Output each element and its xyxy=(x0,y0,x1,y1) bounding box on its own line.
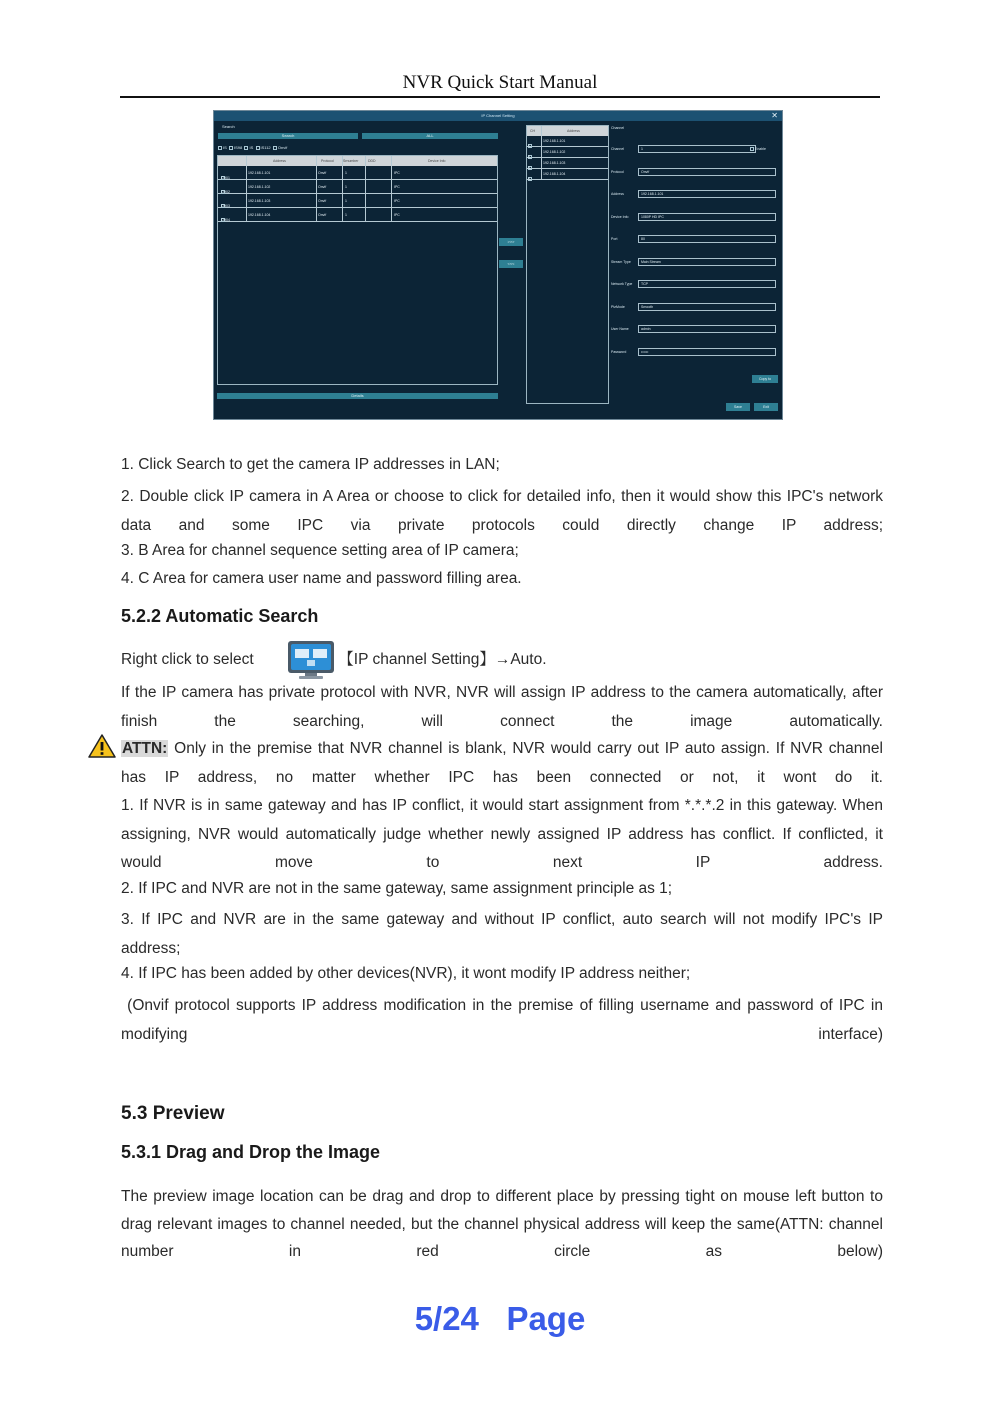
auto-assign-paragraph: If the IP camera has private protocol with NVR, NVR will assign IP address to the camera automatically, after finish the searching, will connect the image automatically. xyxy=(121,684,883,730)
table-header xyxy=(218,156,497,166)
list-item[interactable]: 3 192.168.1.103 xyxy=(527,158,608,169)
channel-select[interactable]: 1 xyxy=(638,145,756,153)
protocol-filters xyxy=(218,145,287,150)
save-button[interactable]: Save xyxy=(726,403,750,411)
network-type-field[interactable]: TCP xyxy=(638,280,776,288)
field-label: User Name xyxy=(611,327,629,331)
step-3: 3. B Area for channel sequence setting area of IP camera; xyxy=(121,542,519,559)
col-header: Protocol xyxy=(321,159,334,163)
copy-to-button[interactable]: Copy to xyxy=(752,375,778,383)
list-item[interactable]: 1 192.168.1.101 xyxy=(527,136,608,147)
address-field[interactable]: 192.168.1.101 xyxy=(638,190,776,198)
filter-checkbox[interactable]: IS xyxy=(218,145,227,150)
table-row[interactable]: CH02 192.168.1.102 Onvif 1 IPC xyxy=(218,180,497,194)
onvif-note: (Onvif protocol supports IP address modification in the premise of filling username and password of IPC in modifying interface) xyxy=(121,997,888,1043)
step-4: 4. C Area for camera user name and password filling area. xyxy=(121,570,522,587)
field-label: Port xyxy=(611,237,618,241)
close-icon[interactable]: ✕ xyxy=(771,111,778,120)
port-field[interactable]: 80 xyxy=(638,235,776,243)
search-results-table xyxy=(217,155,498,385)
window-titlebar xyxy=(214,111,782,121)
section-heading-5-3: 5.3 Preview xyxy=(121,1103,225,1124)
window-title: IP Channel Setting xyxy=(481,113,515,118)
attn-label: ATTN: xyxy=(122,740,168,757)
right-click-line xyxy=(121,650,883,670)
section-heading-5-3-1: 5.3.1 Drag and Drop the Image xyxy=(121,1142,381,1162)
exit-button[interactable]: Exit xyxy=(754,403,778,411)
page-word: Page xyxy=(506,1300,586,1337)
add-channel-button[interactable]: >>> xyxy=(499,238,523,246)
table-row[interactable]: CH04 192.168.1.104 Onvif 1 IPC xyxy=(218,208,497,222)
field-label: Device Info xyxy=(611,215,629,219)
channel-list xyxy=(526,125,609,404)
section-heading-5-2-2: 5.2.2 Automatic Search xyxy=(121,606,319,626)
field-label: PtzMode xyxy=(611,305,625,309)
details-button[interactable]: Details xyxy=(217,393,498,399)
drag-drop-paragraph: The preview image location can be drag and drop to different place by pressing tight on mouse left button to drag relevant images to channel needed, but the channel physical address will keep the same(ATTN: channel number in red circle as below) xyxy=(121,1188,883,1260)
field-label: Protocol xyxy=(611,170,624,174)
ip-channel-menu-icon xyxy=(287,640,335,680)
rule-3: 3. If IPC and NVR are in the same gateway and without IP conflict, auto search will not modify IPC's IP address; xyxy=(121,911,883,957)
rule-2: 2. If IPC and NVR are not in the same gateway, same assignment principle as 1; xyxy=(121,880,673,897)
device-info-field[interactable]: 1080P HD IPC xyxy=(638,213,776,221)
header-rule xyxy=(120,96,880,98)
col-header: Device Info xyxy=(428,159,446,163)
right-click-suffix: 【IP channel Setting】→Auto. xyxy=(338,651,547,668)
search-section-title: Search xyxy=(222,124,235,129)
field-label: Channel xyxy=(611,147,625,151)
page-header-title: NVR Quick Start Manual xyxy=(402,72,598,93)
right-click-prefix: Right click to select xyxy=(121,651,254,668)
channel-list-header: CH Address xyxy=(527,126,608,136)
rule-1: 1. If NVR is in same gateway and has IP conflict, it would start assignment from *.*.*.2 in this gateway. When assigning, NVR would automatically judge whether newly assigned IP address has conflict. If conflicted, it would move to next IP address. xyxy=(121,797,883,871)
step-2: 2. Double click IP camera in A Area or choose to click for detailed info, then it would show this IPC's network data and some IPC via private protocols could directly change IP address; xyxy=(121,488,883,534)
filter-checkbox[interactable]: IS98 xyxy=(229,145,242,150)
filter-checkbox[interactable]: IS112 xyxy=(256,145,271,150)
ptz-mode-field[interactable]: Smooth xyxy=(638,303,776,311)
enable-checkbox[interactable]: Enable xyxy=(750,147,766,151)
filter-checkbox[interactable]: Onvif xyxy=(273,145,287,150)
attn-text: Only in the premise that NVR channel is blank, NVR would carry out IP auto assign. If NVR channel has IP address, no matter whether IPC has been connected or not, it wont do it. xyxy=(121,740,883,786)
table-row[interactable]: CH01 192.168.1.101 Onvif 1 IPC xyxy=(218,166,497,180)
rule-4: 4. If IPC has been added by other devices(NVR), it wont modify IP address neither; xyxy=(121,965,691,982)
remove-channel-button[interactable]: <<< xyxy=(499,260,523,268)
page-number: 5/24 xyxy=(414,1300,479,1337)
field-label: Password xyxy=(611,350,627,354)
protocol-field[interactable]: Onvif xyxy=(638,168,776,176)
all-button[interactable]: ALL xyxy=(362,133,498,139)
username-field[interactable]: admin xyxy=(638,325,776,333)
table-row[interactable]: CH03 192.168.1.103 Onvif 1 IPC xyxy=(218,194,497,208)
list-item[interactable]: 2 192.168.1.102 xyxy=(527,147,608,158)
search-button[interactable]: Search xyxy=(218,133,358,139)
field-label: Stream Type xyxy=(611,260,631,264)
col-header: Address xyxy=(273,159,286,163)
col-header: DDD xyxy=(368,159,376,163)
ip-channel-setting-screenshot xyxy=(213,110,783,420)
stream-type-field[interactable]: Main Stream xyxy=(638,258,776,266)
attn-paragraph xyxy=(121,735,883,786)
filter-checkbox[interactable]: IS xyxy=(244,145,253,150)
warning-icon xyxy=(88,734,116,758)
list-item[interactable]: 4 192.168.1.104 xyxy=(527,169,608,180)
password-field[interactable]: •••••• xyxy=(638,348,776,356)
field-label: Address xyxy=(611,192,624,196)
step-1: 1. Click Search to get the camera IP addresses in LAN; xyxy=(121,456,500,473)
field-label: Network Type xyxy=(611,282,633,286)
page-footer xyxy=(0,1300,1000,1338)
channel-section-title: Channel xyxy=(611,126,625,130)
col-header: Srnumber xyxy=(343,159,359,163)
